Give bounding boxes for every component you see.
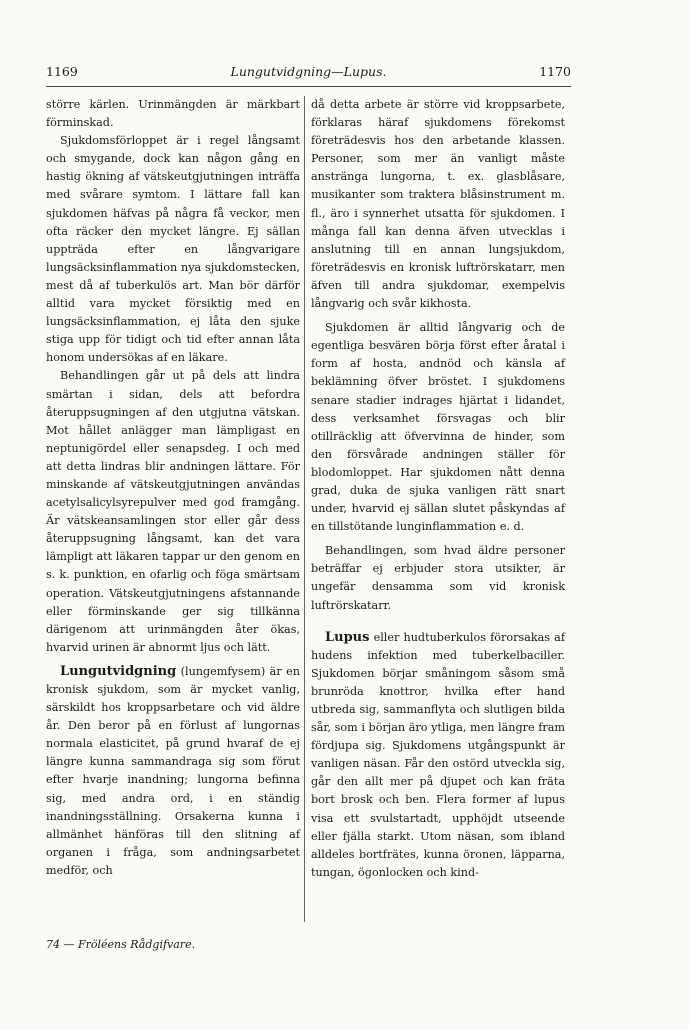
page-number-right: 1170: [539, 64, 571, 79]
paragraph: Behandlingen går ut på dels att lindra smärtan i sidan, dels att befordra återuppsugningen af den utgjutna vätskan. Mot hållet anlägger man lämpligast en neptunigördel eller senapsdeg. I och med att detta lindras blir andningen lättare. För minskande af vätskeutgjutningen användas acetylsalicylsyrepulver med god framgång. Är vätskeansamlingen stor eller går dess återuppsugning långsamt, kan det vara lämpligt att läkaren tappar ur den genom en s. k. punktion, en ofarlig och föga smärtsam operation. Vätskeutgjutningens afstannande eller förminskande ger sig tillkänna därigenom att urinmängden åter ökas, hvarvid urinen är abnormt ljus och lätt.: [46, 369, 300, 654]
footer-signature: 74 — Fröléens Rådgifvare.: [46, 938, 196, 951]
paragraph-lupus: [311, 629, 565, 882]
left-column: [46, 96, 300, 880]
page-header: [46, 64, 571, 84]
right-column: [311, 96, 565, 882]
page-number-left: 1169: [46, 64, 78, 79]
paragraph: då detta arbete är större vid kroppsarbete, förklaras häraf sjukdomens förekomst företrädesvis hos den arbetande klassen. Personer, som mer än vanligt måste anstränga lungorna, t. ex. glasblåsare, musikanter som traktera blåsinstrument m. fl., äro i synnerhet utsatta för sjukdomen. I många fall kan denna äfven utvecklas i anslutning till en annan lungsjukdom, företrädesvis en kronisk luftrörskatarr, men äfven till andra sjukdomar, exempelvis långvarig och svår kikhosta.: [311, 98, 565, 311]
paragraph: Sjukdomen är alltid långvarig och de egentliga besvären börja först efter åratal i form af hosta, andnöd och känsla af beklämning öfver bröstet. I sjukdomens senare stadier indrages hjärtat i lidandet, dess verksamhet försvagas och blir otillräcklig att öfvervinna de hinder, som den försvårade andningen ställer för blodomloppet. Har sjukdomen nått denna grad, duka de sjuka vanligen rätt snart under, hvarvid ej sällan slutet påskyndas af en tillstötande lunginflammation e. d.: [311, 321, 565, 534]
entry-heading: Lungutvidgning: [60, 663, 177, 679]
entry-heading: Lupus: [325, 629, 370, 645]
entry-body: eller hudtuberkulos förorsakas af hudens infektion med tuberkelbaciller. Sjukdomen börjar småningom såsom små brunröda knottror, hvilka efter hand utbreda sig, sammanflyta och slutligen bilda sår, som i början äro ytliga, men längre fram fördjupa sig. Sjukdomens utgångspunkt är vanligen näsan. Får den ostörd utveckla sig, går den allt mer på djupet och kan fräta bort brosk och ben. Flera former af lupus visa ett svulstartadt, upphöjdt utseende eller fjälla starkt. Utom näsan, som ibland alldeles bortfrätes, kunna öronen, läpparna, tungan, ögonlocken och kind-: [311, 630, 565, 879]
paragraph: större kärlen. Urinmängden är märkbart förminskad.: [46, 98, 300, 130]
entry-body: (lungemfysem) är en kronisk sjukdom, som är mycket vanlig, särskildt hos kroppsarbetare och vid äldre år. Den beror på en förlust af lungornas normala elasticitet, på grund hvaraf de ej längre kunna sammandraga sig som förut efter hvarje inandning; lungorna befinna sig, med andra ord, i en ständig inandningsställning. Orsakerna kunna i allmänhet hänföras till den slitning af organen i fråga, som andningsarbetet medför, och: [46, 664, 300, 877]
paragraph: Behandlingen, som hvad äldre personer beträffar ej erbjuder stora utsikter, är ungefär densamma som vid kronisk luftrörskatarr.: [311, 544, 565, 612]
running-title: Lungutvidgning—Lupus.: [230, 64, 387, 79]
paragraph-lungutvidgning: [46, 663, 300, 880]
paragraph: Sjukdomsförloppet är i regel långsamt och smygande, dock kan någon gång en hastig ökning af vätskeutgjutningen inträffa med svårare symtom. I lättare fall kan sjukdomen häfvas på några få veckor, men ofta räcker den mycket längre. Ej sällan uppträda efter en långvarigare lungsäcksinflammation nya sjukdomstecken, mest då af tuberkulös art. Man bör därför alltid vara mycket försiktig med en lungsäcksinflammation, ej låta den sjuke stiga upp för tidigt och tid efter annan låta honom undersökas af en läkare.: [46, 134, 300, 365]
column-divider: [304, 96, 305, 922]
header-rule: [46, 86, 571, 87]
